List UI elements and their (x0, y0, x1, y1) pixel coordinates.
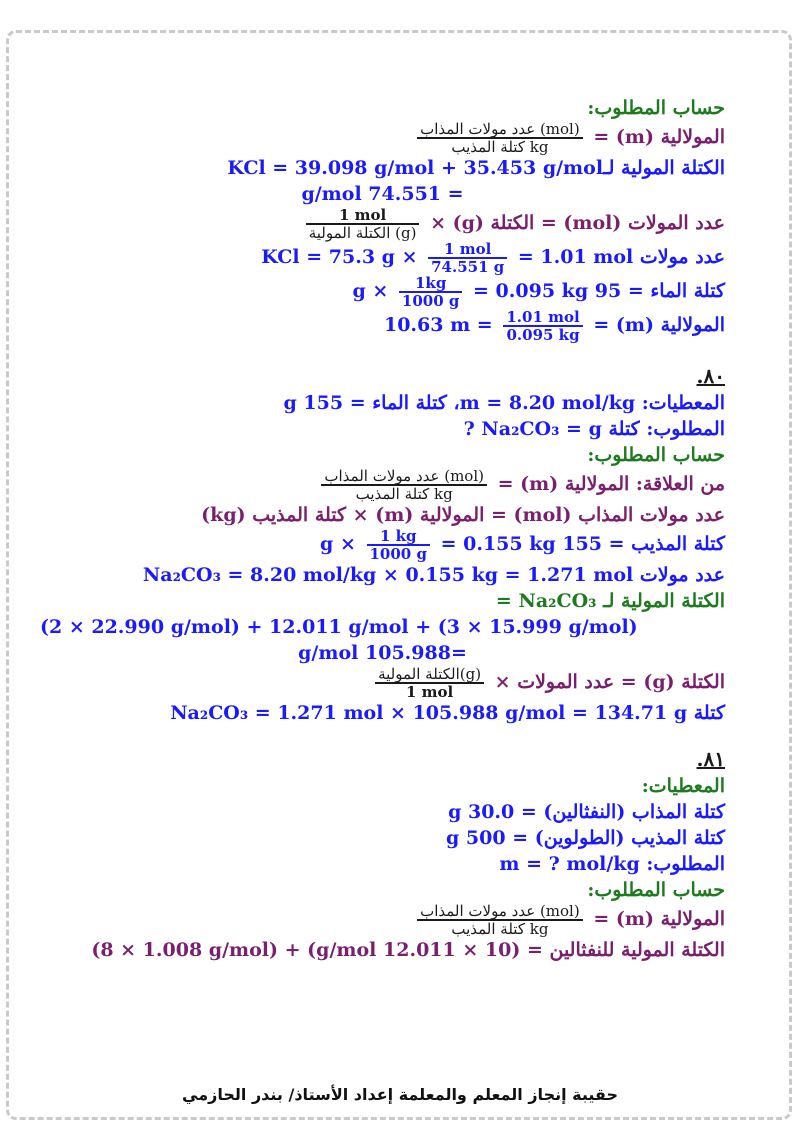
q81-heading: حساب المطلوب: (587, 879, 725, 901)
moles-formula: عدد المولات (mol) = الكتلة (g) × $\frac{\text{1 mol}}{\text{الكتلة المولية (g)}}$ (40, 207, 725, 241)
q81-required: المطلوب: m = ? mol/kg (499, 853, 725, 875)
q80-na2co3-moles: عدد مولات Na₂CO₃ = 8.20 mol/kg × 0.155 kg = 1.271 mol (142, 564, 725, 586)
q80-mass-result: كتلة Na₂CO₃ = 1.271 mol × 105.988 g/mol = 134.71 g (170, 702, 725, 724)
q80-mass-formula: الكتلة (g) = عدد المولات × $\frac{\text{الكتلة المولية(g)}}{\text{1 mol}}$ (40, 666, 725, 700)
kcl-molar-mass-result: = 74.551 g/mol (301, 183, 464, 205)
q81-solute-mass: كتلة المذاب (النفثالين) = 30.0 g (448, 801, 725, 823)
q81-givens-heading: المعطيات: (641, 775, 725, 797)
q80-heading: حساب المطلوب: (587, 444, 725, 466)
q80-molar-mass-expr: (2 × 22.990 g/mol) + 12.011 g/mol + (3 × 15.999 g/mol) (40, 616, 638, 638)
q80-solvent-mass: كتلة المذيب = 155 g × $\frac{1 kg}{1000 g}$ = 0.155 kg (320, 527, 725, 563)
block1-molality-formula: المولالية (m) = $\frac{\text{عدد مولات المذاب (mol)}}{\text{كتلة المذيب kg}}$ (40, 121, 725, 155)
q80-molar-mass-label: الكتلة المولية لـ Na₂CO₃ = (495, 590, 725, 612)
q80-givens: المعطيات: m = 8.20 mol/kg، كتلة الماء = 155 g (283, 392, 725, 414)
q80-molar-mass-result: =105.988 g/mol (298, 642, 467, 664)
q81-solvent-mass: كتلة المذيب (الطولوين) = 500 g (445, 827, 725, 849)
q81-molar-mass: الكتلة المولية للنفثالين = (10 × 12.011 g/mol) + (8 × 1.008 g/mol) (91, 939, 725, 961)
molality-fraction: $\frac{\text{عدد مولات المذاب (mol)}}{\text{كتلة المذيب kg}}$ (417, 121, 583, 155)
q81-molality-formula: المولالية (m) = $\frac{\text{عدد مولات المذاب (mol)}}{\text{كتلة المذيب kg}}$ (40, 903, 725, 937)
kcl-moles: عدد مولات KCl = 75.3 g × $\frac{\text{1 mol}}{74.551 g}$ = 1.01 mol (261, 240, 725, 276)
question-81-number: ٨١. (696, 747, 725, 771)
block1-heading: حساب المطلوب: (587, 97, 725, 119)
question-80-number: ٨٠. (696, 364, 725, 388)
q80-solute-moles: عدد مولات المذاب (mol) = المولالية (m) × كتلة المذيب (kg) (201, 504, 725, 526)
q80-required: المطلوب: كتلة Na₂CO₃ = g ? (463, 418, 725, 440)
page-footer: حقيبة إنجاز المعلم والمعلمة إعداد الأستاذ/ بندر الحازمي (182, 1085, 618, 1104)
solution-content (40, 95, 725, 963)
water-mass: كتلة الماء = 95 g × $\frac{1kg}{1000 g}$ = 0.095 kg (352, 274, 725, 310)
kcl-molar-mass: الكتلة المولية لـKCl = 39.098 g/mol + 35.453 g/mol (227, 157, 725, 179)
molality-result: المولالية (m) = $\frac{\text{1.01 mol}}{0.095 kg}$ = 10.63 m (383, 308, 725, 344)
q80-relation: من العلاقة: المولالية (m) = $\frac{\text{عدد مولات المذاب (mol)}}{\text{كتلة المذيب kg}}$ (40, 468, 725, 502)
